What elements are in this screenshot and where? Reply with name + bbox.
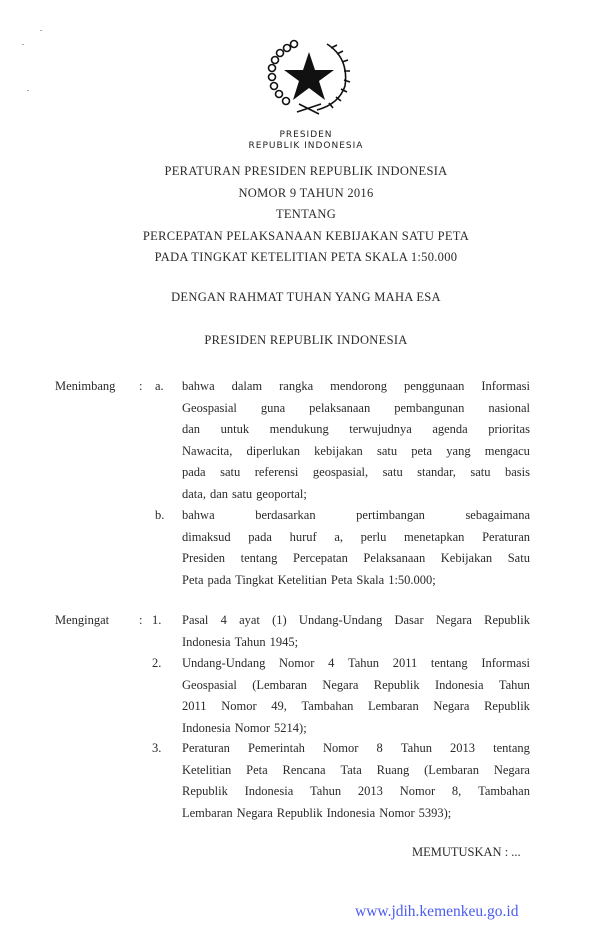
word: 8, [451,784,462,799]
word: standar, [417,465,456,480]
word: Nomor [221,699,257,714]
word: Satu [507,551,530,566]
word: Nawacita, [182,443,233,458]
paragraph-line [182,441,530,463]
word: yang [446,443,471,458]
word: 5393); [418,805,452,820]
word: prioritas [488,422,530,437]
issuer: PRESIDEN REPUBLIK INDONESIA [204,333,408,347]
word: Tambahan [478,784,530,799]
word: Nomor [379,805,415,820]
paragraph-line [182,610,530,632]
word: satu [232,486,253,501]
word: (1) [272,613,287,627]
word: agenda [432,422,468,437]
item-marker: b. [155,508,165,522]
word: Ketelitian [182,762,232,777]
word: referensi [254,465,299,480]
word: pada [182,465,206,480]
word: nasional [488,400,530,415]
word: (Lembaran [252,677,308,692]
paragraph-line [182,398,530,420]
word: Nomor [323,741,359,755]
word: satu [382,465,403,480]
item-paragraph [182,376,530,506]
word: Geospasial [182,677,237,692]
word: Peta [182,572,204,587]
paragraph-line [182,632,530,654]
word: a, [334,529,343,544]
paragraph-line [182,570,530,592]
scan-speck [22,44,24,45]
word: Peta [246,762,268,777]
word: Tahun [498,677,530,692]
word: mendorong [330,379,388,393]
scan-speck [27,90,29,91]
word: Tahun [347,656,380,670]
letterhead-republik-indonesia: REPUBLIK INDONESIA [248,141,364,151]
word: Peraturan [482,529,530,544]
word: Indonesia [182,720,231,735]
word: tentang [430,656,468,670]
footer-url: www.jdih.kemenkeu.go.id [355,903,519,920]
section-colon: : [139,613,143,627]
word: dalam [231,379,263,393]
section-colon: : [139,379,143,393]
section-label: Mengingat [55,613,110,627]
paragraph-line [182,527,530,549]
word: Undang-Undang [182,656,266,670]
word: data, [182,486,206,501]
word: Negara [236,805,273,820]
item-marker: 3. [152,741,162,755]
word: 2013 [357,784,383,799]
paragraph-line [182,781,530,803]
word: 1945; [269,634,299,649]
word: untuk [220,422,250,437]
title-line: PERATURAN PRESIDEN REPUBLIK INDONESIA [164,164,448,178]
word: Nomor [278,656,315,670]
word: Tambahan [301,699,354,714]
word: Peraturan [182,741,230,755]
paragraph-line [182,738,530,760]
word: satu [470,465,491,480]
item-marker: 2. [152,656,162,670]
word: Skala [356,572,385,587]
word: geoportal; [256,486,307,501]
paragraph-line [182,484,530,506]
title-line: TENTANG [275,207,337,221]
word: basis [504,465,530,480]
word: 1:50.000; [388,572,436,587]
word: Pasal [182,613,209,627]
word: Presiden [182,551,226,566]
word: sebagaimana [465,508,530,522]
word: pembangunan [394,400,465,415]
paragraph-line [182,505,530,527]
word: Indonesia [182,634,231,649]
word: Undang-Undang [298,613,383,627]
word: 2011 [182,699,207,714]
paragraph-line [182,653,530,675]
paragraph-line [182,548,530,570]
word: bahwa [182,508,215,522]
item-paragraph [182,505,530,591]
word: 4 [220,613,227,627]
word: Pemerintah [248,741,305,755]
word: Republik [484,613,530,627]
word: Indonesia [244,784,294,799]
word: kebijakan [314,443,363,458]
continuation: MEMUTUSKAN : ... [412,845,521,859]
word: Nomor [399,784,436,799]
word: Nomor [234,720,271,735]
word: Negara [433,699,470,714]
word: geospasial, [312,465,369,480]
invocation: DENGAN RAHMAT TUHAN YANG MAHA ESA [171,290,441,304]
word: Informasi [481,656,530,670]
paragraph-line [182,376,530,398]
word: berdasarkan [255,508,316,522]
paragraph-line [182,760,530,782]
section-label: Menimbang [55,379,116,393]
word: dan [182,422,201,437]
paragraph-line [182,675,530,697]
word: 49, [271,699,287,714]
word: Tingkat [235,572,274,587]
item-paragraph [182,610,530,653]
word: pertimbangan [356,508,425,522]
letterhead-presiden: PRESIDEN [279,130,333,140]
word: Negara [493,762,530,777]
word: terwujudnya [349,422,412,437]
word: Tahun [234,634,266,649]
item-marker: a. [155,379,164,393]
word: 2011 [392,656,418,670]
word: pada [248,529,272,544]
word: dan [209,486,229,501]
word: mengacu [484,443,530,458]
paragraph-line [182,419,530,441]
word: tentang [493,741,530,755]
word: Geospasial [182,400,237,415]
word: rangka [279,379,314,393]
word: Indonesia [434,677,484,692]
word: satu [220,465,241,480]
word: guna [260,400,286,415]
word: peta [411,443,433,458]
word: mendukung [269,422,329,437]
word: (Lembaran [424,762,479,777]
item-paragraph [182,653,530,739]
word: Lembaran [182,805,233,820]
word: Indonesia [326,805,376,820]
word: Kebijakan [440,551,493,566]
word: Dasar [394,613,424,627]
scan-speck [40,30,42,31]
word: menetapkan [404,529,465,544]
word: Ketelitian [277,572,327,587]
item-paragraph [182,738,530,824]
word: dimaksud [182,529,231,544]
word: Lembaran [368,699,419,714]
word: Ruang [376,762,410,777]
word: pelaksanaan [309,400,371,415]
word: 8 [376,741,383,755]
word: Peta [330,572,353,587]
word: Republik [484,699,530,714]
title-line: PERCEPATAN PELAKSANAAN KEBIJAKAN SATU PETA [142,229,470,243]
paragraph-line [182,462,530,484]
presidential-emblem [259,38,359,118]
word: Negara [322,677,359,692]
word: Republik [276,805,323,820]
word: 4 [328,656,335,670]
word: penggunaan [404,379,465,393]
item-marker: 1. [152,613,162,627]
word: Republik [373,677,420,692]
word: Negara [435,613,472,627]
title-line: NOMOR 9 TAHUN 2016 [238,186,374,200]
word: 2013 [450,741,476,755]
word: pada [207,572,232,587]
title-line: PADA TINGKAT KETELITIAN PETA SKALA 1:50.000 [154,250,458,264]
word: diperlukan [246,443,300,458]
word: perlu [360,529,387,544]
word: 5214); [274,720,307,735]
paragraph-line [182,696,530,718]
word: Tahun [400,741,432,755]
word: Tahun [310,784,342,799]
word: Percepatan [293,551,348,566]
word: Rencana [282,762,326,777]
word: Pelaksanaan [363,551,426,566]
paragraph-line [182,803,530,825]
word: satu [376,443,398,458]
word: bahwa [182,379,215,393]
word: huruf [289,529,317,544]
paragraph-line [182,718,530,740]
word: Informasi [481,379,530,393]
word: Tata [340,762,362,777]
word: Republik [182,784,228,799]
word: ayat [239,613,260,627]
word: tentang [240,551,278,566]
